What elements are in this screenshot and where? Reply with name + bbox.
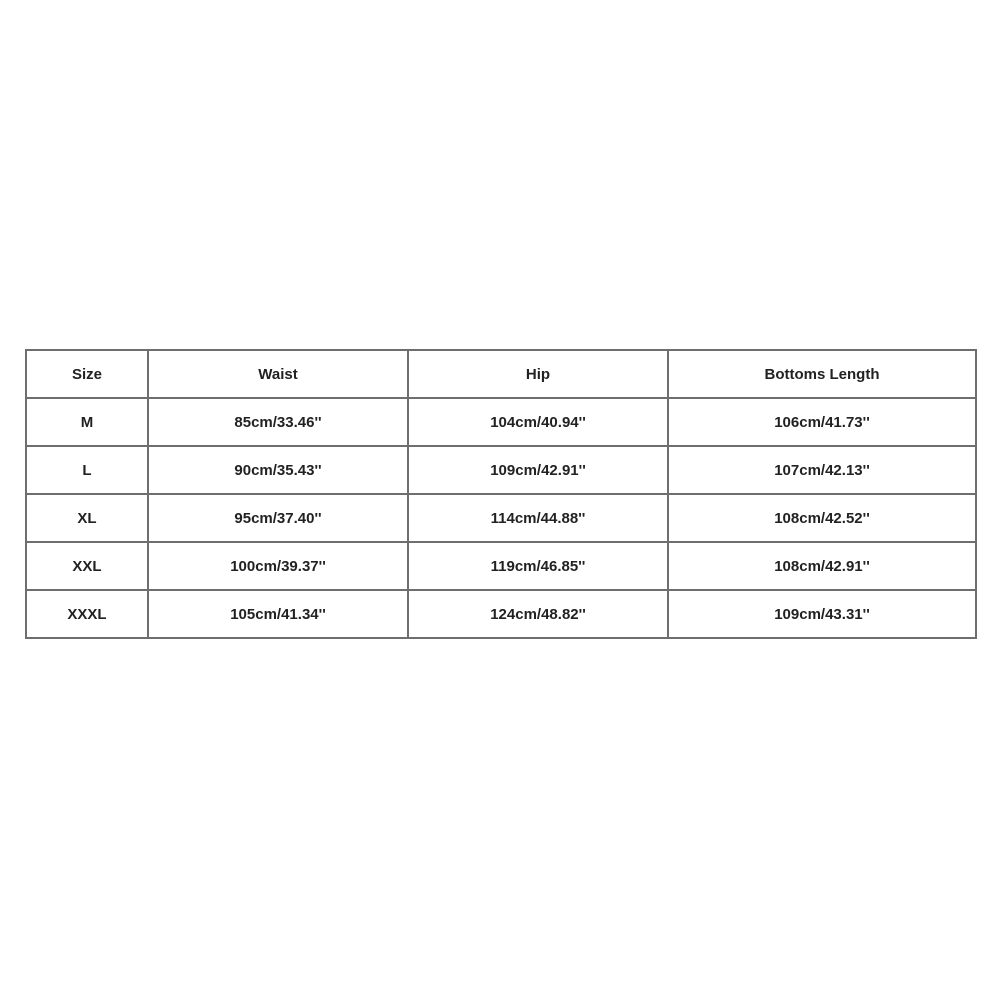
hip-cell: 109cm/42.91'' [408, 446, 668, 494]
header-bottoms-length: Bottoms Length [668, 350, 976, 398]
bottoms-length-cell: 108cm/42.52'' [668, 494, 976, 542]
size-cell: XXL [26, 542, 148, 590]
waist-cell: 100cm/39.37'' [148, 542, 408, 590]
table-row [26, 398, 976, 446]
size-cell: XL [26, 494, 148, 542]
waist-cell: 95cm/37.40'' [148, 494, 408, 542]
header-waist: Waist [148, 350, 408, 398]
hip-cell: 124cm/48.82'' [408, 590, 668, 638]
bottoms-length-cell: 106cm/41.73'' [668, 398, 976, 446]
size-cell: XXXL [26, 590, 148, 638]
hip-cell: 104cm/40.94'' [408, 398, 668, 446]
header-hip: Hip [408, 350, 668, 398]
size-cell: L [26, 446, 148, 494]
table-row [26, 494, 976, 542]
size-chart-table [25, 349, 977, 639]
table-row [26, 590, 976, 638]
table-header-row [26, 350, 976, 398]
bottoms-length-cell: 108cm/42.91'' [668, 542, 976, 590]
bottoms-length-cell: 109cm/43.31'' [668, 590, 976, 638]
waist-cell: 90cm/35.43'' [148, 446, 408, 494]
hip-cell: 119cm/46.85'' [408, 542, 668, 590]
table-row [26, 542, 976, 590]
hip-cell: 114cm/44.88'' [408, 494, 668, 542]
waist-cell: 85cm/33.46'' [148, 398, 408, 446]
size-cell: M [26, 398, 148, 446]
table-row [26, 446, 976, 494]
header-size: Size [26, 350, 148, 398]
bottoms-length-cell: 107cm/42.13'' [668, 446, 976, 494]
waist-cell: 105cm/41.34'' [148, 590, 408, 638]
